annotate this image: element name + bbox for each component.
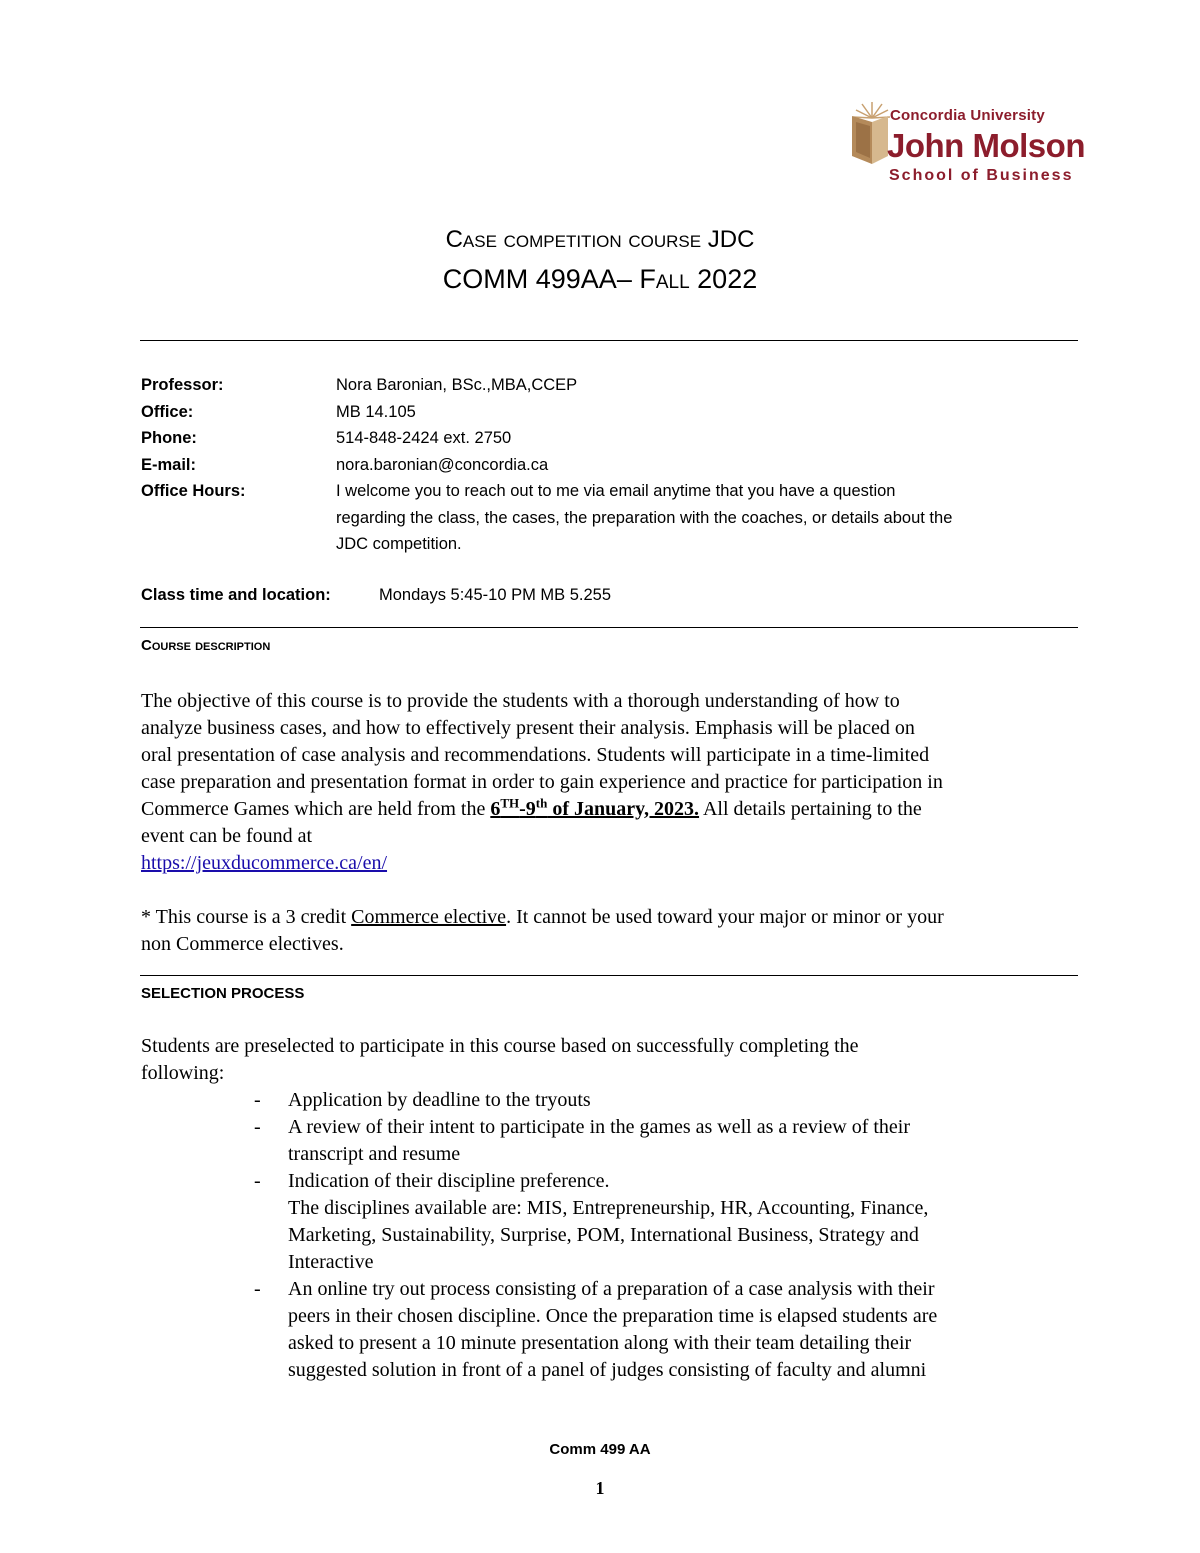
line-text: All details pertaining to the — [699, 798, 922, 820]
bullet-dash: - — [254, 1170, 261, 1192]
list-item-line: An online try out process consisting of a preparation of a case analysis with their — [288, 1278, 935, 1300]
professor-label: Professor: — [141, 376, 224, 394]
office-label: Office: — [141, 402, 194, 421]
date-start: 6 — [490, 798, 501, 820]
date-end: -9 — [519, 798, 536, 820]
divider — [140, 975, 1078, 976]
paragraph-line: following: — [141, 1062, 225, 1084]
divider — [140, 340, 1078, 341]
instructor-info — [141, 372, 1081, 612]
phone-label: Phone: — [141, 429, 197, 447]
paragraph-line: The objective of this course is to provide the students with a thorough understanding of how to — [141, 690, 900, 712]
list-item-line: asked to present a 10 minute presentation along with their team detailing their — [288, 1332, 912, 1354]
list-item-line: peers in their chosen discipline. Once the preparation time is elapsed students are — [288, 1305, 938, 1327]
course-description-heading: Course description — [141, 637, 271, 654]
note-text: * This course is a 3 credit — [141, 906, 352, 928]
book-sun-icon — [850, 100, 890, 170]
course-code: COMM 499AA– — [442, 264, 640, 294]
school-logo — [850, 100, 1090, 190]
list-item-line: suggested solution in front of a panel of judges consisting of faculty and alumni — [288, 1359, 927, 1381]
bullet-dash: - — [254, 1116, 261, 1138]
office-hours-line: I welcome you to reach out to me via email anytime that you have a question — [336, 482, 896, 500]
professor-value: Nora Baronian, BSc.,MBA,CCEP — [336, 376, 578, 394]
year: 2022 — [689, 264, 758, 294]
course-code-title — [0, 264, 1200, 295]
bullet-dash: - — [254, 1278, 261, 1300]
event-dates — [490, 795, 700, 820]
paragraph-line — [141, 850, 1091, 877]
list-item — [141, 1087, 1091, 1114]
university-name: Concordia University — [890, 107, 1045, 124]
date-suffix: TH — [500, 795, 520, 811]
paragraph-line — [141, 796, 1091, 823]
selection-process-heading: SELECTION PROCESS — [141, 985, 305, 1002]
list-item-line: The disciplines available are: MIS, Entrepreneurship, HR, Accounting, Finance, — [288, 1197, 929, 1219]
line-text: Commerce Games which are held from the — [141, 798, 491, 820]
page-number: 1 — [595, 1478, 605, 1498]
paragraph-line: oral presentation of case analysis and recommendations. Students will participate in a time-limited — [141, 744, 930, 766]
note-text: . It cannot be used toward your major or minor or your — [506, 906, 944, 928]
list-item — [141, 1114, 1091, 1168]
paragraph-line: case preparation and presentation format in order to gain experience and practice for participation in — [141, 771, 943, 793]
commerce-elective: Commerce elective — [351, 906, 507, 928]
email-label: E-mail: — [141, 455, 197, 474]
list-item-line: Indication of their discipline preference. — [288, 1170, 610, 1192]
paragraph-line: analyze business cases, and how to effectively present their analysis. Emphasis will be placed on — [141, 717, 915, 739]
document-title: Case competition course JDC — [445, 226, 755, 253]
list-item — [141, 1168, 1091, 1276]
elective-note — [141, 904, 1091, 931]
paragraph-line: event can be found at — [141, 825, 313, 847]
elective-note-line: non Commerce electives. — [141, 933, 344, 955]
selection-intro — [141, 1033, 1091, 1087]
office-hours-line: regarding the class, the cases, the preparation with the coaches, or details about the — [336, 508, 953, 527]
selection-criteria-list — [141, 1087, 1091, 1384]
phone-value: 514-848-2424 ext. 2750 — [336, 429, 512, 447]
bullet-dash: - — [254, 1089, 261, 1111]
page-footer: Comm 499 AA — [549, 1441, 651, 1458]
paragraph-line: Students are preselected to participate in this course based on successfully completing the — [141, 1035, 859, 1057]
divider — [140, 627, 1078, 628]
blank-line — [141, 877, 1091, 904]
class-time-label: Class time and location: — [141, 586, 331, 604]
list-item-line: Interactive — [288, 1251, 374, 1273]
date-month-year: of January, 2023. — [547, 798, 700, 820]
office-hours-line: JDC competition. — [336, 535, 462, 553]
list-item-line: Application by deadline to the tryouts — [288, 1089, 591, 1111]
office-value: MB 14.105 — [336, 402, 416, 421]
email-value: nora.baronian@concordia.ca — [336, 455, 549, 474]
list-item — [141, 1276, 1091, 1384]
date-suffix: th — [535, 795, 548, 811]
list-item-line: transcript and resume — [288, 1143, 461, 1165]
list-item-line: Marketing, Sustainability, Surprise, POM, International Business, Strategy and — [288, 1224, 919, 1246]
course-description-body — [141, 688, 1091, 958]
class-time-value: Mondays 5:45-10 PM MB 5.255 — [379, 586, 612, 604]
office-hours-label: Office Hours: — [141, 482, 246, 500]
school-name: John Molson — [887, 127, 1085, 164]
event-website-link[interactable]: https://jeuxducommerce.ca/en/ — [141, 852, 388, 874]
term: Fall — [639, 264, 690, 294]
school-subtitle: School of Business — [889, 167, 1074, 184]
list-item-line: A review of their intent to participate in the games as well as a review of their — [288, 1116, 911, 1138]
